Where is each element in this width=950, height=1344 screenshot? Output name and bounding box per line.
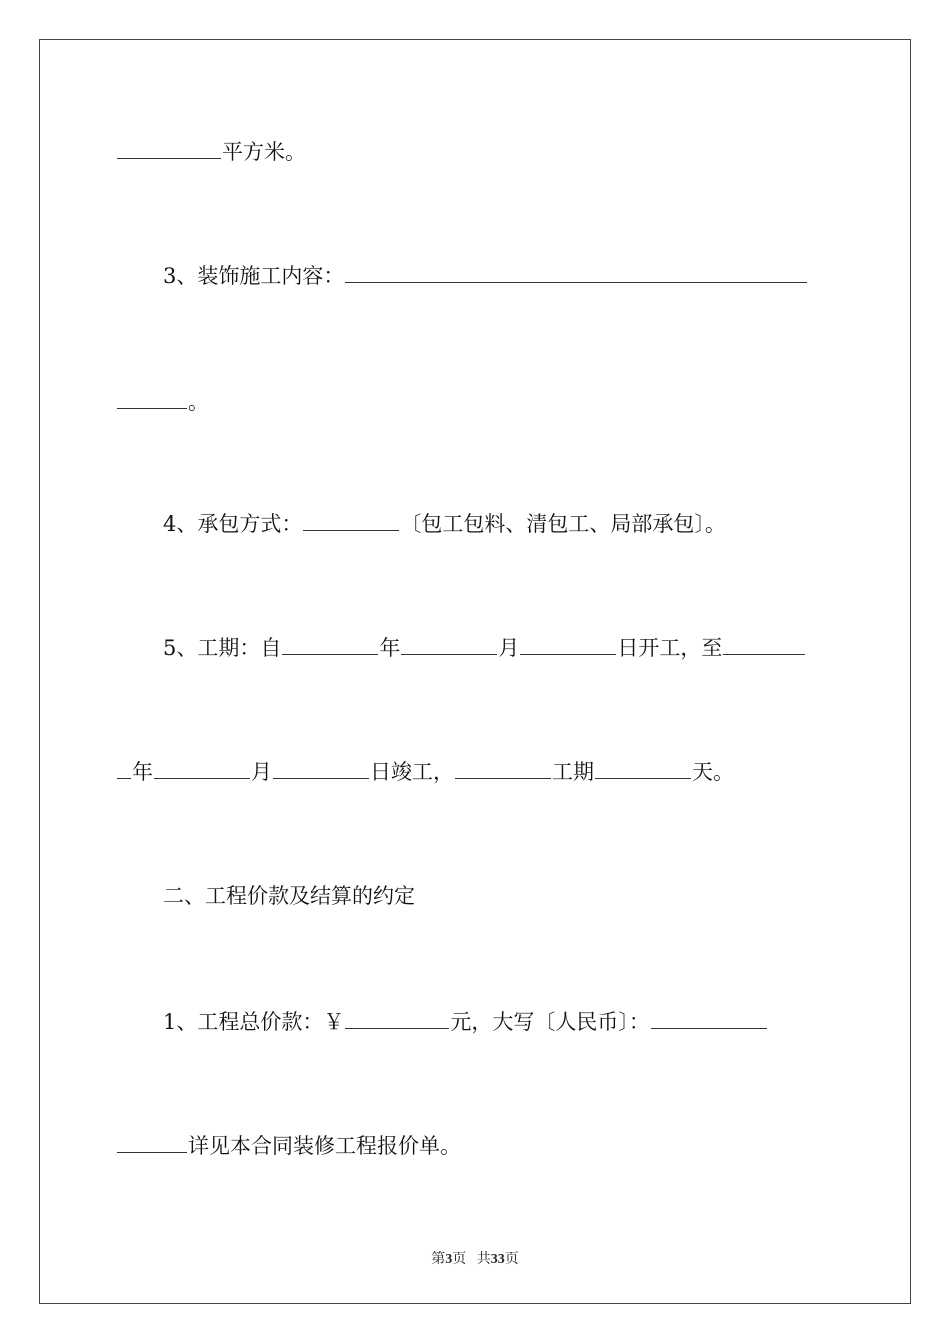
page-footer bbox=[0, 1248, 950, 1268]
days-label: 天。 bbox=[692, 760, 734, 784]
page-frame bbox=[39, 39, 911, 1304]
construction-content-line bbox=[163, 262, 808, 290]
blank-field[interactable] bbox=[273, 758, 369, 779]
year-label: 年 bbox=[379, 636, 401, 660]
total-price-label: 1、工程总价款：￥ bbox=[163, 1010, 345, 1034]
area-line bbox=[116, 138, 306, 166]
total-label-prefix: 共 bbox=[476, 1252, 491, 1267]
blank-field[interactable] bbox=[117, 1132, 187, 1153]
price-detail-text: 详见本合同装修工程报价单。 bbox=[188, 1134, 461, 1158]
period-label: 5、工期：自 bbox=[163, 636, 282, 660]
period-end-line bbox=[116, 758, 734, 786]
capital-amount-label: 元，大写〔人民币〕： bbox=[450, 1010, 650, 1034]
construction-content-continuation bbox=[116, 388, 209, 416]
page-label-mid: 页 bbox=[452, 1252, 467, 1267]
total-pages: 33 bbox=[490, 1252, 505, 1267]
page-label-prefix: 第 bbox=[431, 1252, 446, 1267]
page-number: 3 bbox=[445, 1252, 453, 1267]
month-label: 月 bbox=[498, 636, 520, 660]
duration-label: 工期 bbox=[552, 760, 594, 784]
contract-method-line bbox=[163, 510, 726, 538]
blank-field[interactable] bbox=[345, 262, 807, 283]
blank-field[interactable] bbox=[520, 634, 616, 655]
start-label: 日开工，至 bbox=[617, 636, 723, 660]
completion-label: 日竣工， bbox=[370, 760, 454, 784]
section-heading bbox=[163, 882, 415, 910]
blank-field[interactable] bbox=[345, 1008, 449, 1029]
month-label: 月 bbox=[251, 760, 272, 784]
contract-method-options: 〔包工包料、清包工、局部承包〕。 bbox=[400, 512, 726, 536]
blank-field[interactable] bbox=[651, 1008, 767, 1029]
section-heading-text: 二、工程价款及结算的约定 bbox=[163, 884, 415, 908]
blank-field[interactable] bbox=[455, 758, 551, 779]
construction-content-label: 3、装饰施工内容： bbox=[163, 264, 345, 288]
blank-field[interactable] bbox=[723, 634, 805, 655]
blank-field[interactable] bbox=[117, 758, 131, 779]
blank-field[interactable] bbox=[117, 138, 221, 159]
blank-field[interactable] bbox=[117, 388, 187, 409]
blank-field[interactable] bbox=[401, 634, 497, 655]
content-end: 。 bbox=[188, 390, 209, 414]
blank-field[interactable] bbox=[154, 758, 250, 779]
contract-method-label: 4、承包方式： bbox=[163, 512, 303, 536]
period-line bbox=[163, 634, 806, 662]
area-suffix: 平方米。 bbox=[222, 140, 306, 164]
blank-field[interactable] bbox=[282, 634, 378, 655]
total-label-suffix: 页 bbox=[504, 1252, 519, 1267]
price-detail-line bbox=[116, 1132, 461, 1160]
year-label: 年 bbox=[132, 760, 153, 784]
blank-field[interactable] bbox=[303, 510, 399, 531]
blank-field[interactable] bbox=[595, 758, 691, 779]
total-price-line bbox=[163, 1008, 768, 1036]
